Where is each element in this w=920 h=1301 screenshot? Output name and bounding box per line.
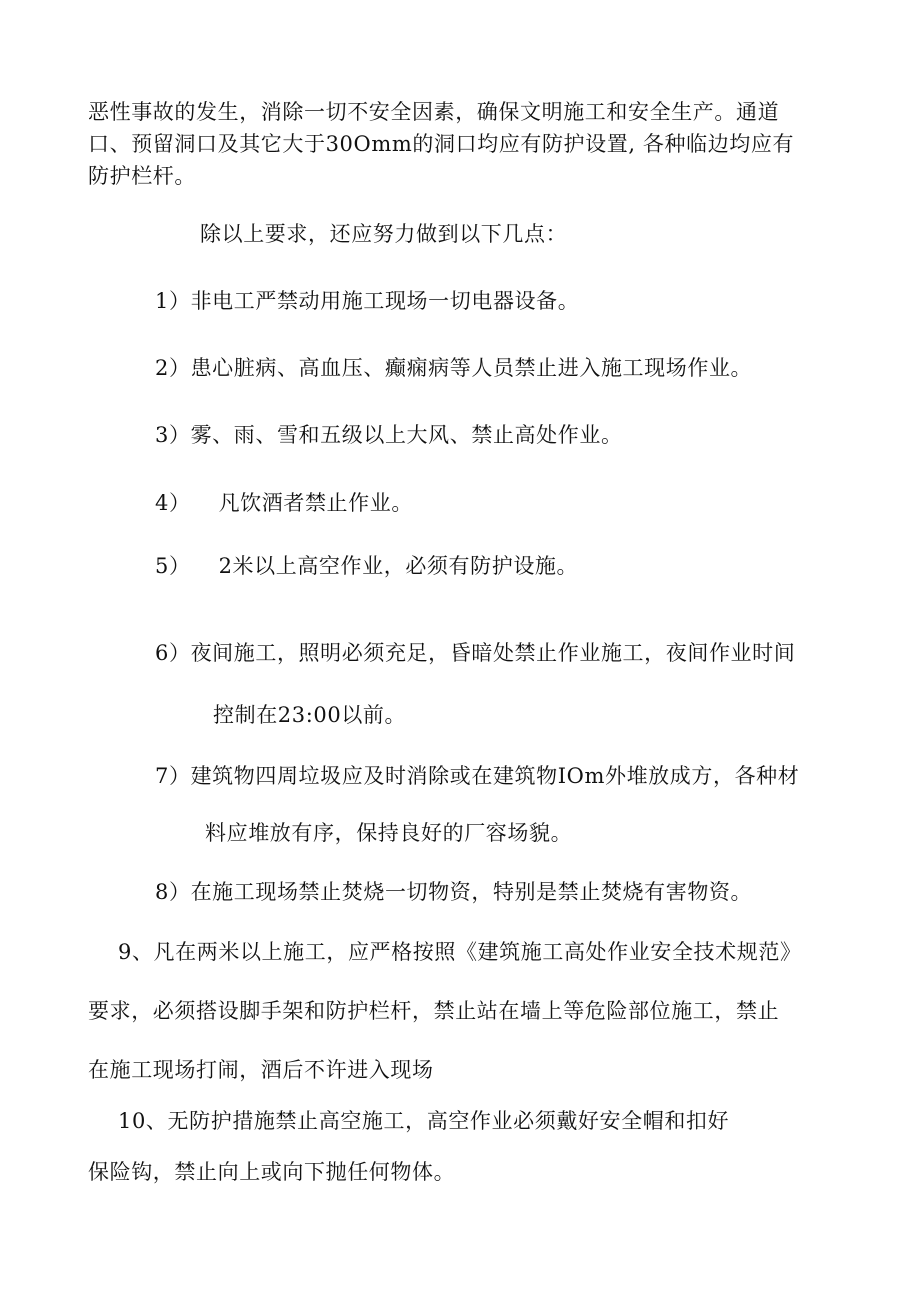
item-text: 在施工现场禁止焚烧一切物资，特别是禁止焚烧有害物资。 — [190, 880, 753, 904]
item-number: 3） — [155, 423, 191, 447]
item-number: 2） — [155, 356, 191, 380]
paragraph-line: 防护栏杆。 — [88, 164, 196, 188]
list-item — [155, 878, 752, 906]
paragraph-line: 10、无防护措施禁止高空施工，高空作业必须戴好安全帽和扣好 — [118, 1109, 730, 1133]
item-number: 8） — [155, 880, 191, 904]
list-item — [155, 421, 623, 449]
item-number: 7） — [155, 764, 191, 788]
list-item — [155, 489, 413, 517]
item-number: 5） — [155, 554, 191, 578]
item-number: 4） — [155, 491, 191, 515]
item-text: 2米以上高空作业，必须有防护设施。 — [218, 554, 579, 578]
list-item — [155, 639, 795, 667]
list-item-continuation: 料应堆放有序，保持良好的厂容场貌。 — [205, 821, 573, 845]
paragraph-line: 口、预留洞口及其它大于30Omm的洞口均应有防护设置, 各种临边均应有 — [88, 132, 795, 156]
intro-text: 除以上要求，还应努力做到以下几点： — [200, 222, 568, 246]
item-text: 患心脏病、高血压、癫痫病等人员禁止进入施工现场作业。 — [190, 356, 753, 380]
list-item-continuation: 控制在23:00以前。 — [213, 703, 407, 727]
list-item — [155, 762, 799, 790]
item-text: 建筑物四周垃圾应及时消除或在建筑物IOm外堆放成方，各种材 — [190, 764, 800, 788]
paragraph-line: 9、凡在两米以上施工，应严格按照《建筑施工高处作业安全技术规范》 — [118, 940, 802, 964]
item-number: 6） — [155, 641, 191, 665]
paragraph-line: 恶性事故的发生，消除一切不安全因素，确保文明施工和安全生产。通道 — [88, 100, 780, 124]
paragraph-line: 保险钩，禁止向上或向下抛任何物体。 — [88, 1160, 456, 1184]
item-number: 1） — [155, 289, 191, 313]
item-text: 非电工严禁动用施工现场一切电器设备。 — [190, 289, 580, 313]
paragraph-line: 要求，必须搭设脚手架和防护栏杆，禁止站在墙上等危险部位施工，禁止 — [88, 999, 780, 1023]
list-item — [155, 552, 578, 580]
list-item — [155, 287, 579, 315]
list-item — [155, 354, 752, 382]
item-text: 凡饮酒者禁止作业。 — [218, 491, 413, 515]
item-text: 雾、雨、雪和五级以上大风、禁止高处作业。 — [190, 423, 623, 447]
item-text: 夜间施工，照明必须充足，昏暗处禁止作业施工，夜间作业时间 — [190, 641, 796, 665]
paragraph-line: 在施工现场打闹，酒后不许进入现场 — [88, 1058, 434, 1082]
